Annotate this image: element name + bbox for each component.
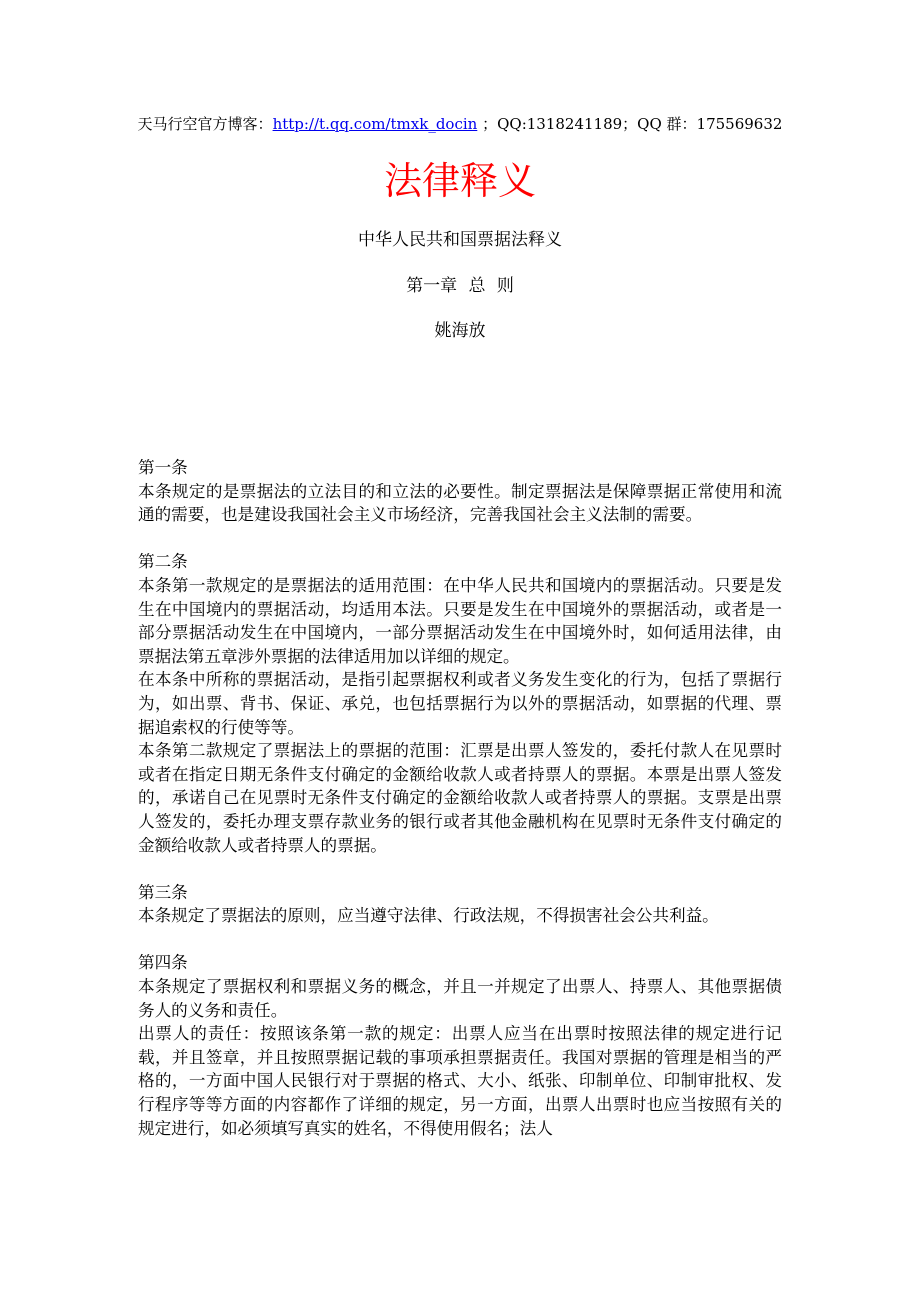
article-paragraph: 在本条中所称的票据活动，是指引起票据权利或者义务发生变化的行为，包括了票据行为，如出票、背书、保证、承兑，也包括票据行为以外的票据活动，如票据的代理、票据追索权的行使等等。 [138, 670, 782, 737]
document-subtitle: 中华人民共和国票据法释义 [358, 230, 562, 250]
header-prefix: 天马行空官方博客： [137, 115, 273, 133]
author-name: 姚海放 [434, 321, 486, 341]
article-3 [138, 881, 782, 928]
chapter-heading: 第一章 总 则 [406, 276, 514, 296]
article-1 [138, 456, 782, 527]
document-title: 法律释义 [383, 159, 536, 203]
article-paragraph: 本条第一款规定的是票据法的适用范围：在中华人民共和国境内的票据活动。只要是发生在中国境内的票据活动，均适用本法。只要是发生在中国境外的票据活动，或者是一部分票据活动发生在中国境内，一部分票据活动发生在中国境外时，如何适用法律，由票据法第五章涉外票据的法律适用加以详细的规定。 [138, 575, 782, 666]
article-heading: 第三条 [138, 882, 188, 902]
blog-header [0, 114, 920, 134]
article-heading: 第二条 [138, 552, 188, 572]
article-2 [138, 550, 782, 857]
blog-link[interactable]: http://t.qq.com/tmxk_docin [272, 115, 478, 133]
article-paragraph: 本条规定了票据法的原则，应当遵守法律、行政法规，不得损害社会公共利益。 [138, 906, 719, 926]
article-paragraph: 本条规定了票据权利和票据义务的概念，并且一并规定了出票人、持票人、其他票据债务人的义务和责任。 [138, 977, 782, 1020]
article-4 [138, 951, 782, 1140]
article-heading: 第一条 [138, 458, 188, 477]
header-contact: ；QQ:1318241189；QQ 群：175569632 [482, 115, 783, 133]
article-paragraph: 出票人的责任：按照该条第一款的规定：出票人应当在出票时按照法律的规定进行记载，并且签章，并且按照票据记载的事项承担票据责任。我国对票据的管理是相当的严格的，一方面中国人民银行对于票据的格式、大小、纸张、印制单位、印制审批权、发行程序等等方面的内容都作了详细的规定，另一方面，出票人出票时也应当按照有关的规定进行，如必须填写真实的姓名，不得使用假名；法人 [138, 1024, 782, 1138]
article-heading: 第四条 [138, 953, 188, 973]
article-paragraph: 本条第二款规定了票据法上的票据的范围：汇票是出票人签发的，委托付款人在见票时或者在指定日期无条件支付确定的金额给收款人或者持票人的票据。本票是出票人签发的，承诺自己在见票时无条件支付确定的金额给收款人或者持票人的票据。支票是出票人签发的，委托办理支票存款业务的银行或者其他金融机构在见票时无条件支付确定的金额给收款人或者持票人的票据。 [138, 741, 782, 855]
document-body [138, 456, 782, 1164]
article-paragraph: 本条规定的是票据法的立法目的和立法的必要性。制定票据法是保障票据正常使用和流通的需要，也是建设我国社会主义市场经济，完善我国社会主义法制的需要。 [138, 481, 782, 525]
